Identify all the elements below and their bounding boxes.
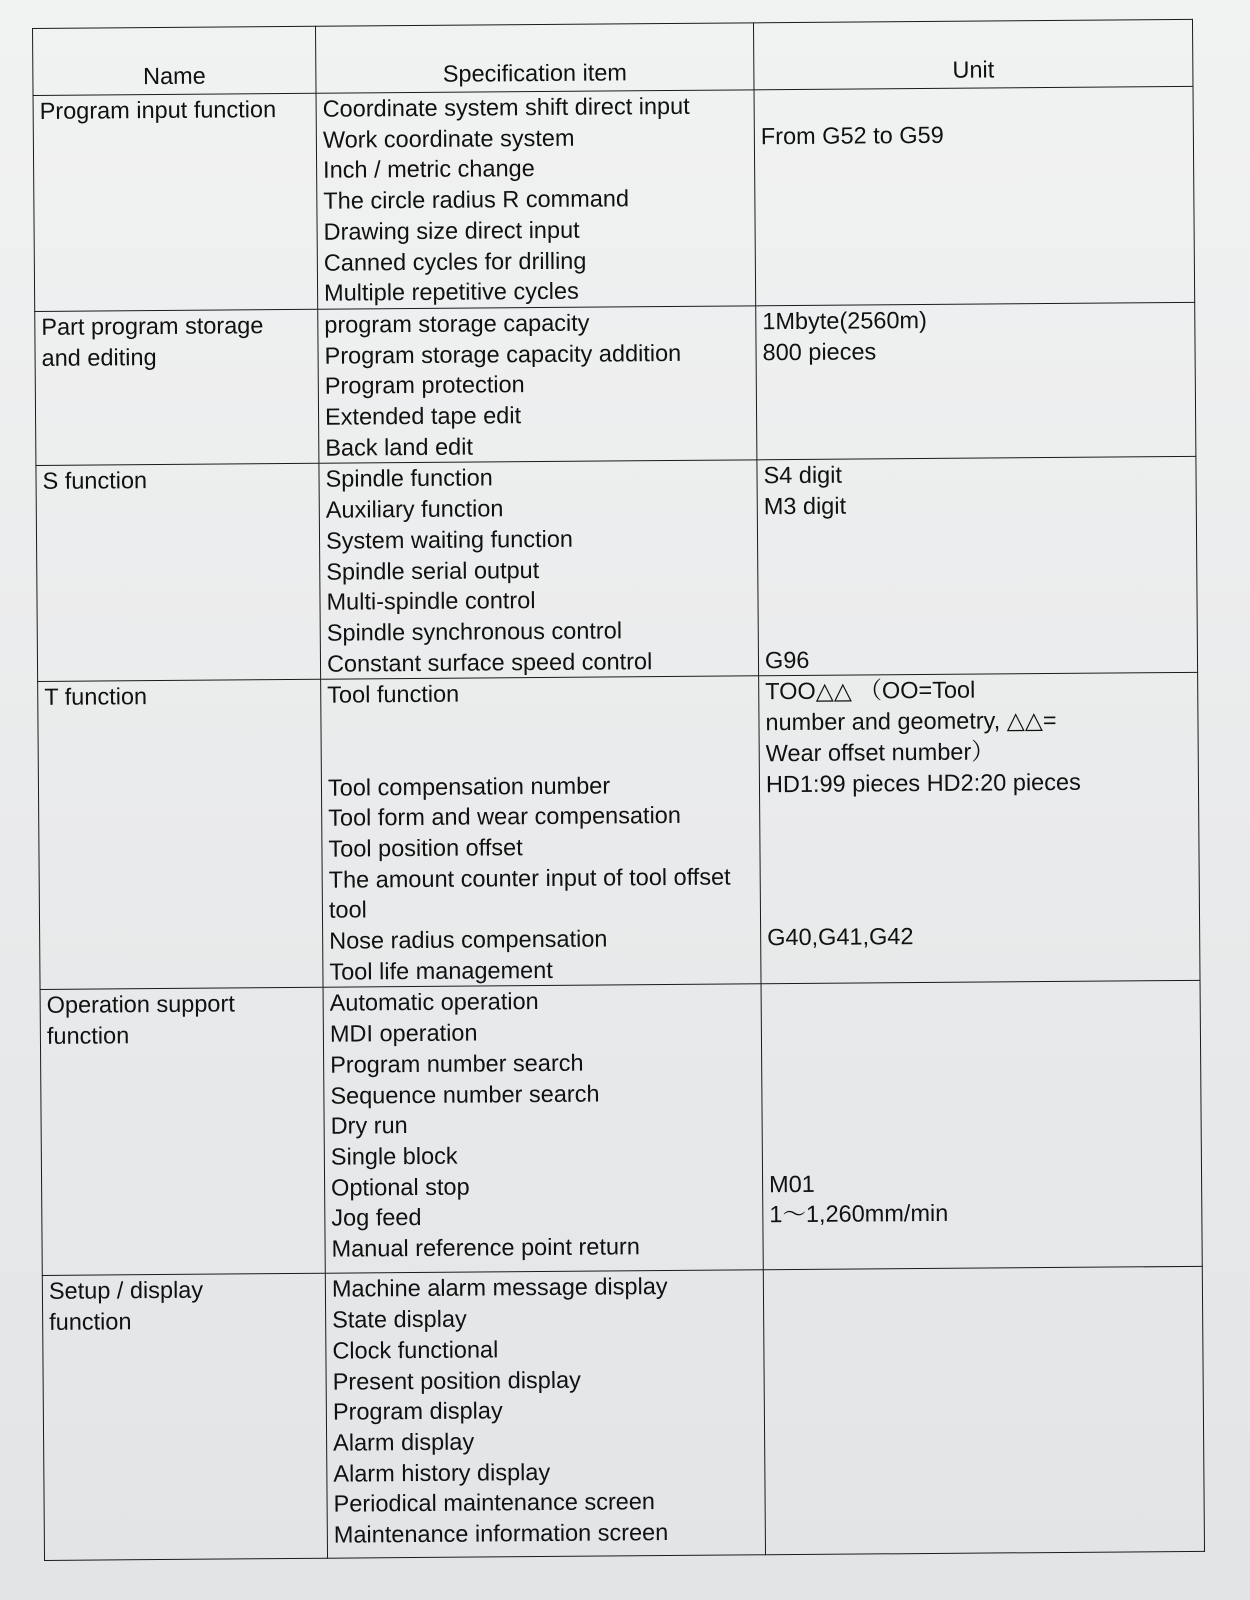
spec-cell [318,306,757,464]
unit-value: Wear offset number） [765,738,995,767]
spec-cell [319,460,759,679]
unit-value: G96 [764,646,810,673]
spec-item: The amount counter input of tool offset [328,863,731,893]
spec-cell [321,676,761,987]
spec-item: Optional stop [331,1173,470,1201]
unit-value: 1Mbyte(2560m) [762,306,928,335]
spec-item: System waiting function [325,525,574,554]
header-name: Name [33,26,317,95]
unit-value: S4 digit [763,462,843,489]
spec-item: Machine alarm message display [331,1273,668,1303]
unit-value: number and geometry, △△= [765,707,1057,736]
row-name-cell [33,93,318,311]
spec-item: Clock functional [332,1336,499,1364]
spec-item: Program number search [330,1049,584,1078]
spec-item: Dry run [330,1112,408,1139]
unit-cell [756,302,1196,460]
table-row [33,86,1195,311]
spec-item: Constant surface speed control [326,647,653,677]
spec-item: Coordinate system shift direct input [322,92,690,122]
spec-item: Tool compensation number [327,771,611,801]
row-name: S function [42,467,148,495]
spec-item: Maintenance information screen [333,1519,669,1548]
spec-item: Auxiliary function [325,495,504,523]
spec-item: Jog feed [331,1204,422,1232]
specification-table [32,19,1205,1562]
unit-value: From G52 to G59 [760,121,944,149]
spec-item: Manual reference point return [331,1233,640,1262]
table-row [35,302,1196,466]
spec-item: State display [332,1305,467,1333]
row-name: Operation support [46,990,235,1019]
spec-item: The circle radius R command [323,185,630,214]
spec-item: Tool form and wear compensation [328,802,681,831]
spec-item: Alarm history display [333,1458,551,1487]
spec-item: Spindle function [325,464,493,493]
header-row [33,19,1193,95]
unit-value: M3 digit [763,492,847,520]
unit-cell [757,457,1198,676]
header-spec: Specification item [315,23,754,93]
row-name: function [49,1308,132,1336]
row-name-cell [36,464,321,682]
row-name: Program input function [39,96,277,124]
unit-value: 1～1,260mm/min [769,1200,949,1228]
row-name-cell [35,309,319,466]
table-row [42,1267,1204,1561]
table-row [40,981,1202,1276]
row-name: and editing [41,343,157,371]
row-name-cell [40,988,325,1276]
table-row [36,457,1198,682]
spec-item: MDI operation [329,1019,478,1047]
unit-cell [759,673,1200,984]
spec-cell [316,90,756,309]
spec-item: Program display [332,1397,503,1425]
row-name-cell [38,680,323,990]
spec-item: Periodical maintenance screen [333,1488,656,1518]
unit-cell [754,86,1195,305]
header-unit: Unit [753,19,1193,89]
unit-cell [761,981,1202,1270]
spec-cell [325,1270,765,1558]
spec-item: tool [328,896,367,924]
spec-item: Inch / metric change [323,155,535,184]
unit-value: M01 [768,1170,815,1197]
spec-item: Single block [330,1142,458,1170]
spec-item: Tool function [327,681,460,709]
unit-cell [763,1267,1204,1555]
row-name-cell [42,1274,327,1561]
row-name: Setup / display [48,1277,204,1305]
spec-item: Automatic operation [329,988,539,1017]
spec-item: program storage capacity [324,309,590,338]
spec-item: Spindle serial output [326,556,540,585]
spec-item: Nose radius compensation [329,925,608,954]
spec-item: Alarm display [333,1428,475,1456]
unit-value: TOO△△ （OO=Tool [765,677,976,705]
spec-item: Spindle synchronous control [326,617,623,646]
spec-item: Drawing size direct input [323,216,580,245]
row-name: function [46,1022,130,1050]
row-name: Part program storage [41,312,264,340]
spec-item: Sequence number search [330,1080,600,1109]
unit-value: HD1:99 pieces HD2:20 pieces [765,768,1081,797]
spec-item: Canned cycles for drilling [323,247,587,276]
spec-item: Back land edit [325,433,474,461]
row-name: T function [44,683,148,711]
spec-item: Present position display [332,1366,581,1395]
spec-item: Extended tape edit [324,402,522,430]
spec-item: Work coordinate system [322,124,575,153]
spec-cell [323,984,763,1273]
unit-value: 800 pieces [762,338,877,365]
spec-item: Program storage capacity addition [324,339,682,369]
unit-value: G40,G41,G42 [767,923,914,951]
spec-item: Tool life management [329,956,553,985]
spec-item: Tool position offset [328,834,523,862]
spec-item: Multiple repetitive cycles [323,277,579,306]
table-row [38,673,1200,990]
spec-item: Program protection [324,371,525,400]
spec-item: Multi-spindle control [326,587,536,615]
